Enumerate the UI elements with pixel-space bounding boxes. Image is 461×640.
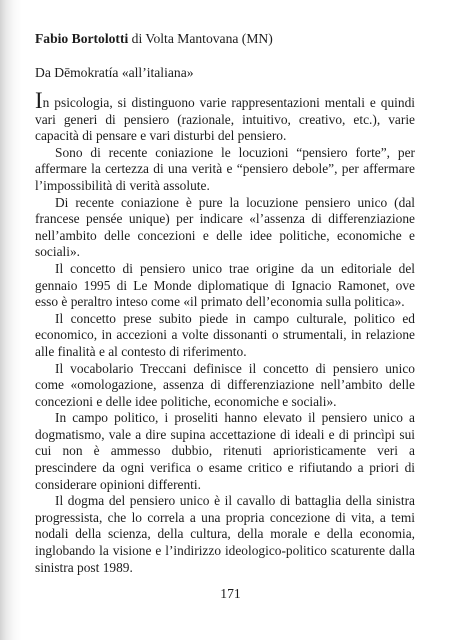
- paragraph: Di recente coniazione è pure la locuzione pensiero unico (dal francese pensée unique) per indicare «l’assenza di differenziazione nell’ambito delle concezioni e delle idee politiche, economiche e sociali».: [35, 194, 415, 260]
- paragraph: Il concetto prese subito piede in campo culturale, politico ed economico, in accezioni a volte dissonanti o strumentali, in relazione alle finalità e al contesto di riferimento.: [35, 310, 415, 359]
- paragraph: Il dogma del pensiero unico è il cavallo di battaglia della sinistra progressista, che lo correla a una propria concezione di vita, a temi nodali della scienza, della cultura, della morale e della economia, inglobando la visione e l’indirizzo ideologico-politico scaturente dalla sinistra post 1989.: [35, 493, 415, 575]
- paragraph-text: n psicologia, si distinguono varie rappresentazioni mentali e quindi vari generi di pensiero (razionale, intuitivo, creativo, etc.), varie capacità di pensare e vari disturbi del pensiero.: [35, 95, 415, 144]
- paragraph: Il concetto di pensiero unico trae origine da un editoriale del gennaio 1995 di Le Monde diplomatique di Ignacio Ramonet, ove esso è peraltro inteso come «il primato dell’economia sulla politica».: [35, 260, 415, 310]
- body-text: [35, 88, 415, 576]
- initial-letter: I: [35, 88, 43, 113]
- author-line: [35, 30, 273, 48]
- author-name: Fabio Bortolotti: [35, 31, 129, 46]
- author-location: di Volta Mantovana (MN): [131, 31, 273, 46]
- paragraph: In campo politico, i proseliti hanno elevato il pensiero unico a dogmatismo, vale a dire supina accettazione di ideali e di princìpi sui cui non è ammesso dubbio, ritenuti aprioristicamente veri a prescindere da ogni verifica o esame critico e rifiutando a priori di considerare opinioni differenti.: [35, 410, 415, 492]
- section-title: Da Dēmokratía «all’italiana»: [35, 65, 194, 80]
- paragraph: [35, 88, 415, 145]
- paragraph: Sono di recente coniazione le locuzioni “pensiero forte”, per affermare la certezza di una verità e “pensiero debole”, per affermare l’impossibilità di verità assolute.: [35, 144, 415, 193]
- paragraph: Il vocabolario Treccani definisce il concetto di pensiero unico come «omologazione, assenza di differenziazione nell’ambito delle concezioni e delle idee politiche, economiche e sociali».: [35, 360, 415, 409]
- page-number: 171: [220, 586, 241, 601]
